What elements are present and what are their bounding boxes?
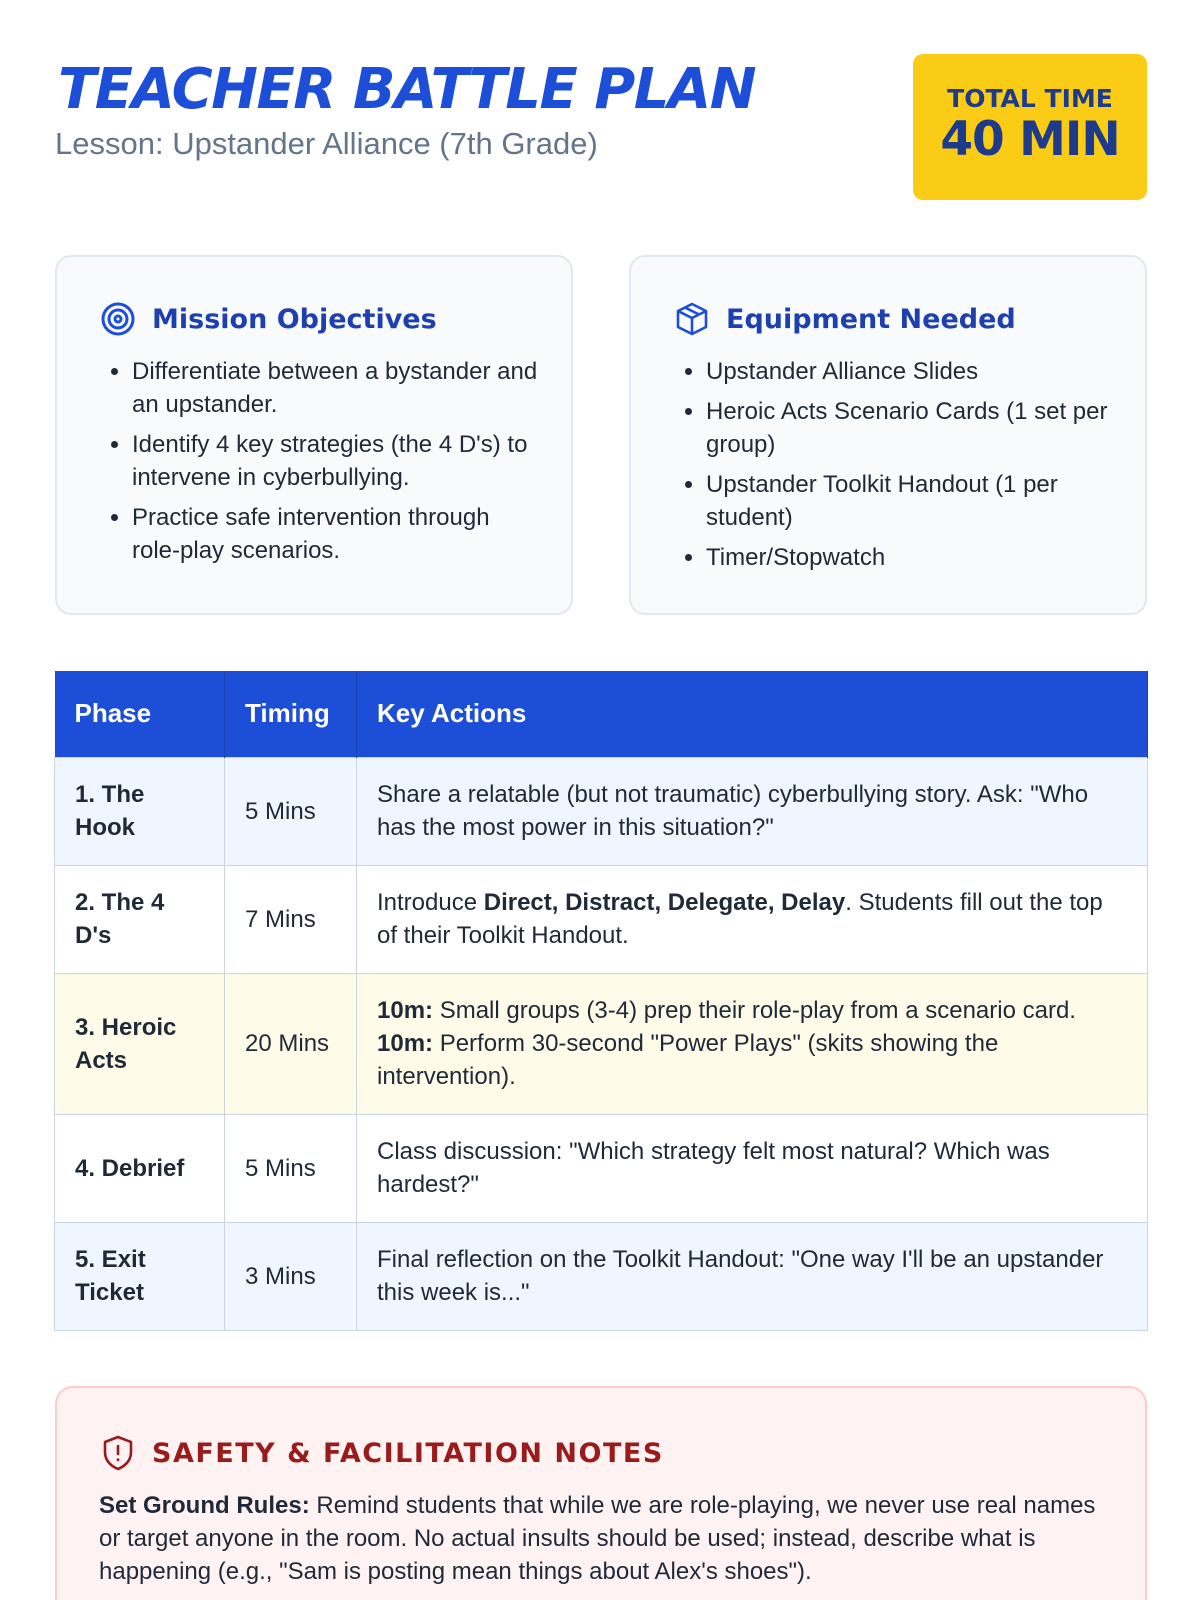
table-row — [55, 1222, 1148, 1330]
list-item: • Timer/Stopwatch — [706, 541, 1116, 574]
timing-cell: 5 Mins — [225, 1114, 357, 1222]
list-item: • Upstander Toolkit Handout (1 per student) — [706, 468, 1116, 534]
total-time-value: 40 MIN — [940, 112, 1120, 167]
actions-cell: Share a relatable (but not traumatic) cyberbullying story. Ask: "Who has the most power in this situation?" — [357, 757, 1148, 865]
table-row — [55, 865, 1148, 973]
safety-notes-header — [100, 1434, 664, 1472]
total-time-label: TOTAL TIME — [947, 84, 1113, 113]
ground-rules-text: Remind students that while we are role-playing, we never use real names or target anyone in the room. No actual insults should be used; instead, describe what is happening (e.g., "Sam is posting mean things about Alex's shoes"). — [99, 1492, 1096, 1585]
actions-cell: Final reflection on the Toolkit Handout: "One way I'll be an upstander this week is..." — [357, 1222, 1148, 1330]
phase-cell: 2. The 4 D's — [55, 865, 225, 973]
timing-cell: 7 Mins — [225, 865, 357, 973]
actions-text: . Students fill out the top of their Toolkit Handout. — [377, 889, 1103, 949]
phase-cell: 3. Heroic Acts — [55, 973, 225, 1114]
phase-cell: 1. The Hook — [55, 757, 225, 865]
objectives-list — [132, 355, 542, 574]
column-header-phase: Phase — [55, 671, 225, 757]
column-header-key-actions: Key Actions — [357, 671, 1148, 757]
list-item: • Upstander Alliance Slides — [706, 355, 1116, 388]
actions-text: Introduce — [377, 889, 484, 916]
phase-cell: 5. Exit Ticket — [55, 1222, 225, 1330]
list-item: • Practice safe intervention through role-play scenarios. — [132, 501, 542, 567]
actions-text: Small groups (3-4) prep their role-play from a scenario card. — [433, 997, 1076, 1024]
strategies-highlight: Direct, Distract, Delegate, Delay — [483, 889, 846, 916]
equipment-list — [706, 355, 1116, 581]
mission-objectives-card — [55, 255, 573, 615]
mission-objectives-header — [100, 301, 437, 337]
time-split-label: 10m: — [377, 997, 434, 1024]
lesson-schedule-table — [54, 671, 1148, 1331]
table-row — [55, 973, 1148, 1114]
safety-notes-card — [55, 1386, 1147, 1600]
safety-notes-title: SAFETY & FACILITATION NOTES — [152, 1437, 664, 1469]
actions-cell — [357, 973, 1148, 1114]
ground-rules-label: Set Ground Rules: — [99, 1492, 310, 1519]
mission-objectives-title: Mission Objectives — [152, 303, 437, 335]
list-item: • Heroic Acts Scenario Cards (1 set per group) — [706, 395, 1116, 461]
timing-cell: 3 Mins — [225, 1222, 357, 1330]
table-row — [55, 757, 1148, 865]
column-header-timing: Timing — [225, 671, 357, 757]
phase-cell: 4. Debrief — [55, 1114, 225, 1222]
table-header-row — [55, 671, 1148, 757]
target-icon — [100, 301, 136, 337]
time-split-label: 10m: — [377, 1030, 434, 1057]
equipment-header — [674, 301, 1016, 337]
shield-alert-icon — [100, 1434, 136, 1472]
list-item: • Identify 4 key strategies (the 4 D's) to intervene in cyberbullying. — [132, 428, 542, 494]
equipment-card — [629, 255, 1147, 615]
timing-cell: 5 Mins — [225, 757, 357, 865]
page-title: TEACHER BATTLE PLAN — [58, 57, 756, 122]
actions-text: Perform 30-second "Power Plays" (skits showing the intervention). — [377, 1030, 999, 1090]
box-icon — [674, 301, 710, 337]
lesson-subtitle: Lesson: Upstander Alliance (7th Grade) — [55, 126, 598, 161]
actions-cell — [357, 865, 1148, 973]
timing-cell: 20 Mins — [225, 973, 357, 1114]
safety-notes-body — [99, 1489, 1099, 1588]
table-row — [55, 1114, 1148, 1222]
actions-cell: Class discussion: "Which strategy felt most natural? Which was hardest?" — [357, 1114, 1148, 1222]
equipment-title: Equipment Needed — [726, 303, 1016, 335]
list-item: • Differentiate between a bystander and an upstander. — [132, 355, 542, 421]
total-time-badge — [913, 54, 1147, 200]
header — [55, 52, 1147, 202]
